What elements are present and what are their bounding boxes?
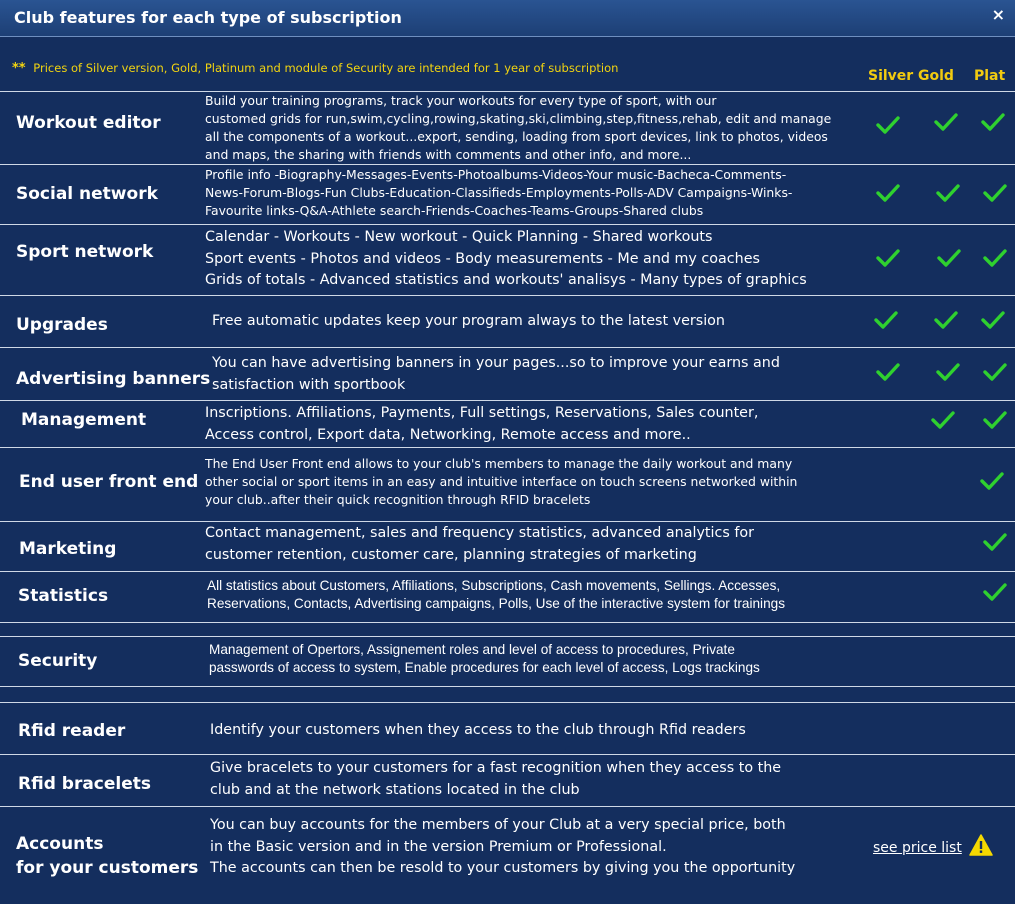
feature-description (212, 311, 725, 333)
feature-description (209, 641, 760, 676)
check-icon (931, 410, 955, 430)
description-line: Identify your customers when they access to the club through Rfid readers (210, 722, 746, 738)
title-bar (0, 0, 1015, 37)
description-line: Profile info -Biography-Messages-Events-Photoalbums-Videos-Your music-Bacheca-Comments- (205, 167, 787, 182)
feature-label: Workout editor (16, 113, 161, 133)
description-line: Management of Opertors, Assignement roles and level of access to procedures, Private (209, 642, 735, 657)
feature-description (205, 403, 758, 446)
see-price-list-link[interactable]: see price list (873, 840, 962, 856)
description-line: News-Forum-Blogs-Fun Clubs-Education-Classifieds-Employments-Polls-ADV Campaigns-Winks- (205, 185, 793, 200)
check-icon (980, 471, 1004, 491)
description-line: customer retention, customer care, planning strategies of marketing (205, 546, 697, 563)
feature-description (205, 166, 792, 220)
check-icon (983, 410, 1007, 430)
description-line: Contact management, sales and frequency statistics, advanced analytics for (205, 525, 755, 541)
feature-label: Marketing (19, 539, 117, 559)
description-line: Inscriptions. Affiliations, Payments, Full settings, Reservations, Sales counter, (205, 405, 759, 421)
feature-label: Advertising banners (16, 369, 211, 389)
description-line: your club..after their quick recognition through RFID bracelets (205, 492, 591, 507)
feature-description (205, 92, 831, 164)
feature-description (212, 353, 780, 396)
description-line: other social or sport items in an easy and intuitive interface on touch screens networked within (205, 474, 798, 489)
note-text: Prices of Silver version, Gold, Platinum and module of Security are intended for 1 year of subscription (33, 61, 619, 75)
description-line: The accounts can then be resold to your customers by giving you the opportunity (210, 860, 796, 876)
feature-label (16, 832, 198, 880)
subscription-note (12, 61, 618, 76)
description-line: satisfaction with sportbook (212, 376, 406, 393)
feature-label: Rfid reader (18, 721, 126, 741)
feature-label: Security (18, 651, 98, 671)
column-header-silver: Silver (868, 68, 914, 84)
column-header-gold: Gold (918, 68, 954, 84)
description-line: You can buy accounts for the members of your Club at a very special price, both (210, 817, 786, 833)
description-line: Favourite links-Q&A-Athlete search-Friends-Coaches-Teams-Groups-Shared clubs (205, 203, 704, 218)
check-icon (934, 310, 958, 330)
check-icon (937, 248, 961, 268)
check-icon (983, 183, 1007, 203)
check-icon (983, 248, 1007, 268)
feature-description (205, 523, 754, 566)
check-icon (981, 310, 1005, 330)
feature-label: Rfid bracelets (18, 774, 152, 794)
check-icon (876, 115, 900, 135)
close-icon[interactable]: × (991, 5, 1005, 24)
feature-description (210, 758, 781, 801)
label-line: Accounts (16, 834, 104, 854)
feature-description (210, 815, 795, 880)
feature-description (205, 227, 807, 292)
feature-description (207, 577, 785, 612)
description-line: Reservations, Contacts, Advertising campaigns, Polls, Use of the interactive system for trainings (207, 595, 785, 611)
check-icon (876, 248, 900, 268)
description-line: Sport events - Photos and videos - Body measurements - Me and my coaches (205, 250, 760, 267)
description-line: Build your training programs, track your workouts for every type of sport, with our (205, 93, 717, 108)
check-icon (934, 112, 958, 132)
description-line: all the components of a workout...export, sending, loading from sport devices, link to photos, videos (205, 129, 828, 144)
description-line: in the Basic version and in the version Premium or Professional. (210, 838, 667, 855)
description-line: You can have advertising banners in your pages...so to improve your earns and (212, 355, 780, 371)
feature-label: Sport network (16, 242, 154, 262)
check-icon (936, 183, 960, 203)
description-line: Calendar - Workouts - New workout - Quick Planning - Shared workouts (205, 229, 713, 245)
check-icon (983, 532, 1007, 552)
check-icon (983, 582, 1007, 602)
description-line: and maps, the sharing with friends with comments and other info, and more... (205, 147, 692, 162)
feature-label: Management (21, 410, 147, 430)
label-line: for your customers (16, 858, 199, 878)
feature-description (205, 455, 797, 509)
description-line: All statistics about Customers, Affiliations, Subscriptions, Cash movements, Sellings. Accesses, (207, 578, 781, 593)
description-line: Grids of totals - Advanced statistics and workouts' analisys - Many types of graphics (205, 272, 807, 288)
section-divider (0, 686, 1015, 703)
feature-label: End user front end (19, 472, 199, 492)
check-icon (876, 183, 900, 203)
description-line: customed grids for run,swim,cycling,rowing,skating,ski,climbing,step,fitness,rehab, edit and manage (205, 111, 832, 126)
window-title: Club features for each type of subscription (14, 8, 402, 27)
description-line: Access control, Export data, Networking, Remote access and more.. (205, 426, 691, 443)
description-line: Free automatic updates keep your program always to the latest version (212, 313, 725, 329)
description-line: club and at the network stations located in the club (210, 781, 580, 798)
note-stars: ** (12, 61, 26, 76)
description-line: passwords of access to system, Enable procedures for each level of access, Logs trackings (209, 659, 760, 675)
description-line: Give bracelets to your customers for a fast recognition when they access to the (210, 760, 782, 776)
feature-label: Upgrades (16, 315, 108, 335)
check-icon (876, 362, 900, 382)
feature-label: Social network (16, 184, 158, 204)
check-icon (981, 112, 1005, 132)
warning-triangle-icon (969, 834, 993, 856)
description-line: The End User Front end allows to your club's members to manage the daily workout and many (205, 456, 793, 471)
column-header-plat: Plat (974, 68, 1006, 84)
feature-description (210, 720, 746, 742)
check-icon (983, 362, 1007, 382)
check-icon (874, 310, 898, 330)
check-icon (936, 362, 960, 382)
feature-label: Statistics (18, 586, 109, 606)
